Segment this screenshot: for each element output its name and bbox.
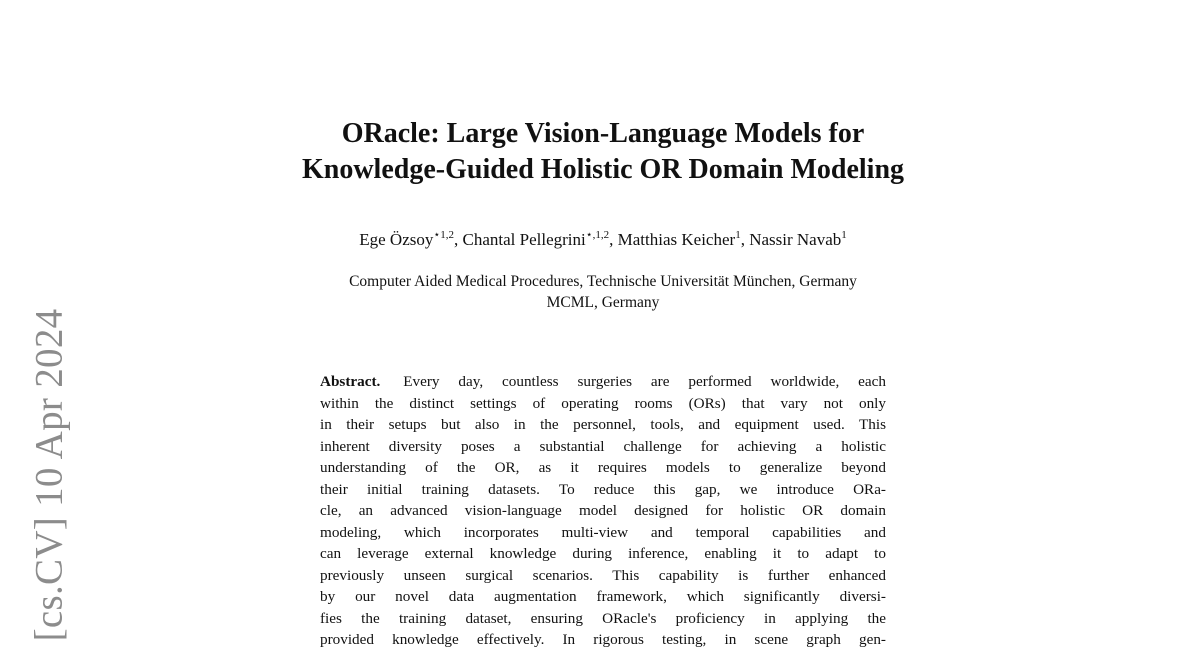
arxiv-side-stamp: [cs.CV] 10 Apr 2024	[27, 308, 71, 642]
affiliation-line: Computer Aided Medical Procedures, Technische Universität München, Germany	[349, 273, 857, 290]
abstract-line: provided knowledge effectively. In rigorous testing, in scene graph gen-	[320, 631, 886, 648]
author-name: Ege Özsoy	[359, 230, 434, 249]
paper-title-line-1: ORacle: Large Vision-Language Models for	[341, 118, 865, 149]
author-affiliation-mark: ⋆1,2	[433, 229, 455, 241]
author-separator: ,	[609, 230, 618, 249]
author-list	[200, 229, 1006, 253]
affiliations	[200, 271, 1006, 313]
author-separator: ,	[740, 230, 750, 249]
paper-title-line-2: Knowledge-Guided Holistic OR Domain Modeling	[301, 154, 905, 185]
author-affiliation-mark: 1	[735, 229, 741, 241]
author-name: Chantal Pellegrini	[462, 230, 586, 249]
author-separator: ,	[454, 230, 463, 249]
abstract-line: fies the training dataset, ensuring ORacle's proficiency in applying the	[320, 609, 886, 627]
abstract-line: cle, an advanced vision-language model designed for holistic OR domain	[320, 502, 886, 519]
abstract-line: in their setups but also in the personnel, tools, and equipment used. This	[320, 416, 886, 433]
abstract-line: inherent diversity poses a substantial challenge for achieving a holistic	[320, 437, 886, 455]
abstract-label: Abstract.	[320, 373, 381, 390]
abstract-line: modeling, which incorporates multi-view and temporal capabilities and	[320, 523, 886, 541]
abstract-line	[320, 371, 886, 393]
abstract-line: by our novel data augmentation framework, which significantly diversi-	[320, 588, 886, 605]
author-name: Nassir Navab	[749, 230, 842, 249]
abstract-line: within the distinct settings of operating rooms (ORs) that vary not only	[320, 394, 886, 412]
abstract-line: can leverage external knowledge during inference, enabling it to adapt to	[320, 545, 886, 562]
affiliation-line: MCML, Germany	[546, 294, 660, 311]
author-affiliation-mark: ⋆,1,2	[585, 229, 610, 241]
abstract-line: their initial training datasets. To reduce this gap, we introduce ORa-	[320, 480, 886, 498]
abstract-line-text: Every day, countless surgeries are performed worldwide, each	[403, 373, 886, 390]
abstract-section	[320, 371, 886, 651]
author-name: Matthias Keicher	[617, 230, 736, 249]
author-affiliation-mark: 1	[841, 229, 847, 241]
paper-title	[200, 116, 1006, 188]
abstract-line: previously unseen surgical scenarios. This capability is further enhanced	[320, 566, 886, 584]
abstract-line: understanding of the OR, as it requires models to generalize beyond	[320, 459, 886, 476]
